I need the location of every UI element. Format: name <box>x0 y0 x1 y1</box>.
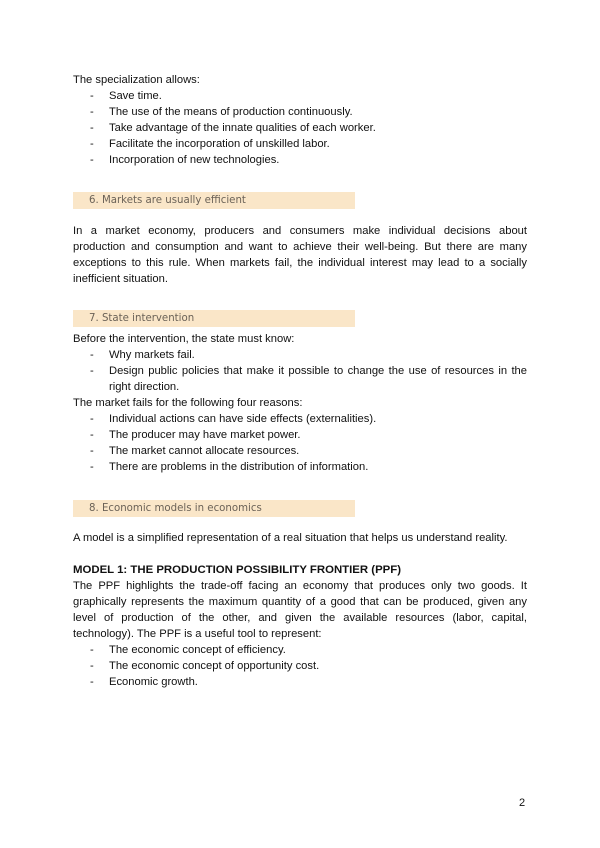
specialization-lead: The specialization allows: <box>73 74 200 86</box>
list-item: - Take advantage of the innate qualities of each worker. <box>73 120 527 136</box>
list-item: - The market cannot allocate resources. <box>73 443 527 459</box>
list-item: - Design public policies that make it possible to change the use of resources in the right direction. <box>73 363 527 395</box>
section-7-lead-2: The market fails for the following four reasons: <box>73 397 303 409</box>
list-item: - The use of the means of production continuously. <box>73 104 527 120</box>
section-6-heading: 6. Markets are usually efficient <box>73 192 355 209</box>
section-8-paragraph: A model is a simplified representation of a real situation that helps us understand reality. <box>73 532 508 544</box>
model-1-list <box>73 642 527 690</box>
model-1-paragraph: The PPF highlights the trade-off facing an economy that produces only two goods. It graphically represents the maximum quantity of a good that can be produced, given any level of production of the other, and given the available resources (labor, capital, technology). The PPF is a useful tool to represent: <box>73 580 527 640</box>
list-item: - Facilitate the incorporation of unskilled labor. <box>73 136 527 152</box>
section-7-list <box>73 347 527 395</box>
section-7-heading: 7. State intervention <box>73 310 355 327</box>
list-item: - The producer may have market power. <box>73 427 527 443</box>
list-item: - The economic concept of efficiency. <box>73 642 527 658</box>
page-content <box>73 72 527 690</box>
list-item: - Individual actions can have side effects (externalities). <box>73 411 527 427</box>
specialization-list <box>73 88 527 168</box>
model-1-title: MODEL 1: THE PRODUCTION POSSIBILITY FRONTIER (PPF) <box>73 564 402 576</box>
list-item: - Why markets fail. <box>73 347 527 363</box>
section-7-list-2 <box>73 411 527 475</box>
section-8-heading: 8. Economic models in economics <box>73 500 355 517</box>
list-item: - Save time. <box>73 88 527 104</box>
list-item: - Economic growth. <box>73 674 527 690</box>
section-6-paragraph: In a market economy, producers and consumers make individual decisions about production and consumption and want to achieve their well-being. But there are many exceptions to this rule. When markets fail, the individual interest may lead to a socially inefficient situation. <box>73 225 527 285</box>
list-item: - The economic concept of opportunity cost. <box>73 658 527 674</box>
section-7-lead: Before the intervention, the state must know: <box>73 333 295 345</box>
list-item: - Incorporation of new technologies. <box>73 152 527 168</box>
list-item: - There are problems in the distribution of information. <box>73 459 527 475</box>
page-number: 2 <box>519 797 526 809</box>
